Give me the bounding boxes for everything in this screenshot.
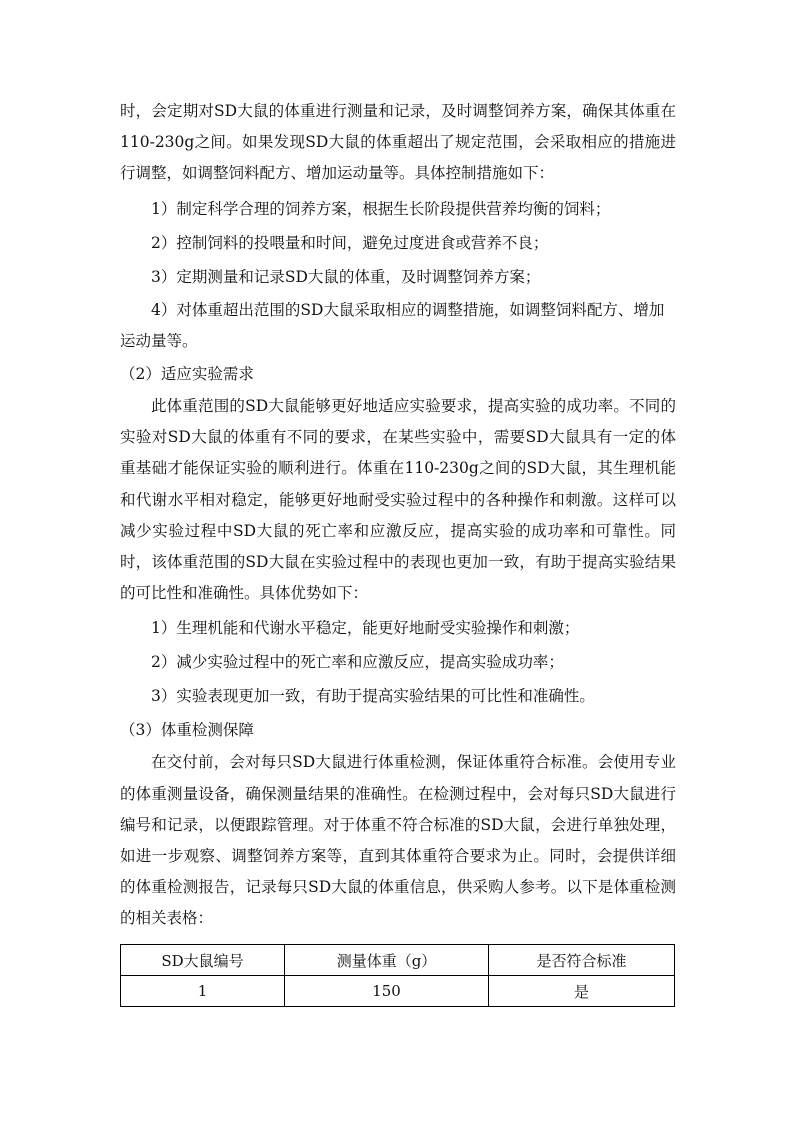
weight-check-table bbox=[120, 944, 675, 1007]
list-item: 2）减少实验过程中的死亡率和应激反应，提高实验成功率； bbox=[151, 653, 564, 672]
list-item: 3）实验表现更加一致，有助于提高实验结果的可比性和准确性。 bbox=[151, 687, 595, 706]
section-heading-experiment: （2）适应实验需求 bbox=[120, 365, 254, 384]
list-item: 3）定期测量和记录SD大鼠的体重，及时调整饲养方案； bbox=[151, 267, 541, 286]
column-header-rat-id: SD大鼠编号 bbox=[121, 945, 285, 976]
paragraph-experiment-needs: 此体重范围的SD大鼠能够更好地适应实验要求，提高实验的成功率。不同的实验对SD大鼠的体重有不同的要求，在某些实验中，需要SD大鼠具有一定的体重基础才能保证实验的顺利进行。体重在110-230g之间的SD大鼠，其生理机能和代谢水平相对稳定，能够更好地耐受实验过程中的各种操作和刺激。这样可以减少实验过程中SD大鼠的死亡率和应激反应，提高实验的成功率和可靠性。同时，该体重范围的SD大鼠在实验过程中的表现也更加一致，有助于提高实验结果的可比性和准确性。具体优势如下： bbox=[120, 397, 676, 603]
paragraph-weight-control: 时，会定期对SD大鼠的体重进行测量和记录，及时调整饲养方案，确保其体重在110-230g之间。如果发现SD大鼠的体重超出了规定范围，会采取相应的措施进行调整，如调整饲料配方、增加运动量等。具体控制措施如下： bbox=[120, 102, 676, 183]
list-item: 2）控制饲料的投喂量和时间，避免过度进食或营养不良； bbox=[151, 233, 549, 252]
table-header-row bbox=[121, 945, 675, 976]
list-item: 1）制定科学合理的饲养方案，根据生长阶段提供营养均衡的饲料； bbox=[151, 199, 611, 218]
column-header-standard: 是否符合标准 bbox=[489, 945, 675, 976]
list-item: 4）对体重超出范围的SD大鼠采取相应的调整措施，如调整饲料配方、增加运动量等。 bbox=[120, 300, 665, 350]
cell-weight: 150 bbox=[285, 976, 489, 1007]
list-item: 1）生理机能和代谢水平稳定，能更好地耐受实验操作和刺激； bbox=[151, 619, 580, 638]
cell-standard: 是 bbox=[489, 976, 675, 1007]
paragraph-weight-check: 在交付前，会对每只SD大鼠进行体重检测，保证体重符合标准。会使用专业的体重测量设备，确保测量结果的准确性。在检测过程中，会对每只SD大鼠进行编号和记录，以便跟踪管理。对于体重不符合标准的SD大鼠，会进行单独处理，如进一步观察、调整饲养方案等，直到其体重符合要求为止。同时，会提供详细的体重检测报告，记录每只SD大鼠的体重信息，供采购人参考。以下是体重检测的相关表格： bbox=[120, 753, 676, 928]
document-body bbox=[120, 96, 676, 935]
cell-rat-id: 1 bbox=[121, 976, 285, 1007]
section-heading-weight-check: （3）体重检测保障 bbox=[120, 721, 254, 740]
table-row bbox=[121, 976, 675, 1007]
column-header-weight: 测量体重（g） bbox=[285, 945, 489, 976]
